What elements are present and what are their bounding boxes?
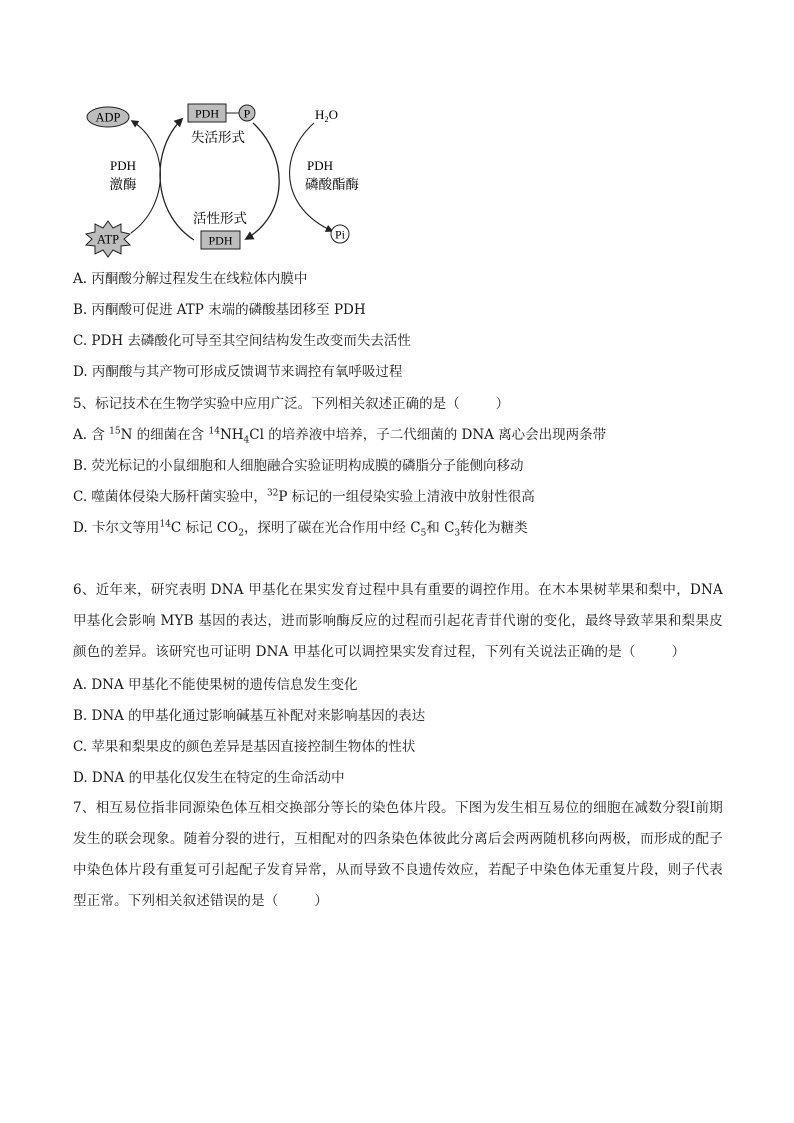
kinase-label-line2: 激酶 [109, 177, 137, 193]
inactive-form-label: 失活形式 [191, 130, 245, 146]
pdh-regulation-diagram [70, 95, 390, 260]
phosphatase-label-line1: PDH [306, 158, 334, 173]
phosphate-label: P [243, 106, 251, 121]
pdh-active-label: PDH [208, 233, 233, 248]
q5-option-c: C. 噬菌体侵染大肠杆菌实验中，$^{32}$P 标记的一组侵染实验上清液中放射性很高 [73, 488, 535, 505]
q5-option-d: D. 卡尔文等用$^{14}$C 标记 $CO_2$，探明了碳在光合作用中经 $C_5$和 $C_3$转化为糖类 [73, 519, 528, 539]
q6-option-d: D. DNA 的甲基化仅发生在特定的生命活动中 [73, 770, 345, 786]
q4-option-b: B. 丙酮酸可促进 ATP 末端的磷酸基团移至 PDH [73, 302, 366, 318]
q6-option-b: B. DNA 的甲基化通过影响碱基互补配对来影响基因的表达 [73, 708, 426, 724]
pdh-active-node [201, 231, 240, 249]
pdh-inactive-node [188, 104, 255, 122]
q6-stem: 6、近年来，研究表明 DNA 甲基化在果实发育过程中具有重要的调控作用。在木本果树苹果和梨中，DNA 甲基化会影响 MYB 基因的表达，进而影响酶反应的过程而引起花青苷代谢的变化，最终导致苹果和梨果皮颜色的差异。该研究也可证明 DNA 甲基化可以调控果实发育过程，下列有关说法正确的是（ ） [73, 582, 723, 660]
pi-label: Pi [334, 227, 346, 242]
kinase-arrow [160, 119, 194, 240]
pi-node [331, 225, 349, 243]
q4-option-c: C. PDH 去磷酸化可导至其空间结构发生改变而失去活性 [73, 333, 411, 349]
active-form-label: 活性形式 [193, 211, 247, 227]
q4-option-a: A. 丙酮酸分解过程发生在线粒体内膜中 [73, 271, 308, 287]
q4-option-d: D. 丙酮酸与其产物可形成反馈调节来调控有氧呼吸过程 [73, 364, 403, 380]
atp-node [86, 221, 130, 257]
q5-option-a: A. 含 $^{15}$N 的细菌在含 $^{14}NH_4Cl$ 的培养液中培养，子二代细菌的 DNA 离心会出现两条带 [73, 426, 607, 446]
phosphatase-arrow [246, 123, 279, 239]
pdh-inactive-label: PDH [194, 106, 220, 121]
kinase-label-line1: PDH [109, 158, 137, 173]
phosphatase-label-line2: 磷酸酯酶 [305, 177, 359, 193]
adp-label: ADP [95, 110, 121, 125]
q6-option-c: C. 苹果和梨果皮的颜色差异是基因直接控制生物体的性状 [73, 739, 416, 755]
atp-label: ATP [96, 232, 120, 247]
q5-option-b: B. 荧光标记的小鼠细胞和人细胞融合实验证明构成膜的磷脂分子能侧向移动 [73, 458, 524, 474]
q5-stem: 5、标记技术在生物学实验中应用广泛。下列相关叙述正确的是（ ） [73, 396, 510, 412]
water-label: $H_2O$ [315, 107, 339, 124]
q7-stem: 7、相互易位指非同源染色体互相交换部分等长的染色体片段。下图为发生相互易位的细胞在减数分裂Ⅰ前期发生的联会现象。随着分裂的进行，互相配对的四条染色体彼此分离后会两两随机移向两极，而形成的配子中染色体片段有重复可引起配子发育异常，从而导致不良遗传效应，若配子中染色体无重复片段，则子代表型正常。下列相关叙述错误的是（ ） [73, 800, 723, 909]
q6-option-a: A. DNA 甲基化不能使果树的遗传信息发生变化 [73, 677, 358, 693]
adp-node [87, 107, 129, 127]
